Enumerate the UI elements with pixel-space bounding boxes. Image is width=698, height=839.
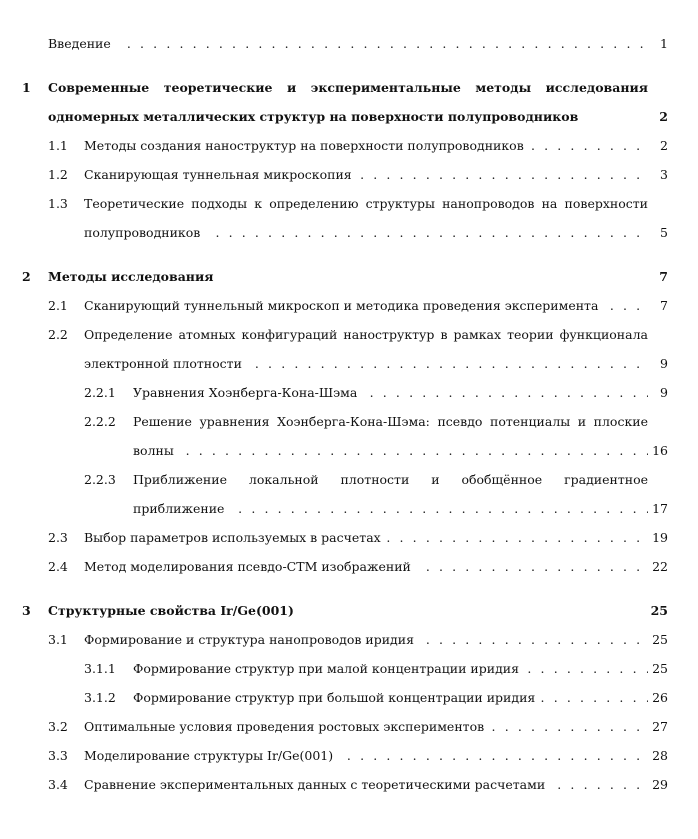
- entry-title: Формирование и структура нанопроводов иридия: [84, 632, 420, 647]
- entry-title-container: [133, 407, 648, 465]
- entry-title: Формирование структур при малой концентрации иридия: [133, 661, 525, 676]
- entry-number: 3.2: [48, 719, 68, 734]
- entry-title-container: [48, 73, 648, 131]
- entry-number: 2.3: [48, 530, 68, 545]
- toc-chapter-entry[interactable]: [22, 262, 698, 291]
- entry-title-container: [84, 712, 648, 741]
- entry-title: Сканирующая туннельная микроскопия: [84, 167, 358, 182]
- entry-title-container: [84, 770, 648, 799]
- entry-page-number: 3: [660, 167, 668, 182]
- entry-page-number: 2: [659, 109, 668, 124]
- entry-title: Решение уравнения Хоэнберга-Кона-Шэма: псевдо потенциалы и плоские волны: [133, 414, 648, 458]
- entry-number: 1.1: [48, 138, 68, 153]
- entry-page-number: 9: [660, 356, 668, 371]
- toc-chapter-entry[interactable]: [22, 596, 698, 625]
- entry-title-container: [84, 131, 648, 160]
- entry-title: Оптимальные условия проведения ростовых экспериментов: [84, 719, 490, 734]
- entry-title-container: [84, 160, 648, 189]
- entry-page-number: 19: [652, 530, 668, 545]
- entry-number: 3: [22, 603, 31, 618]
- entry-title-container: [48, 29, 648, 58]
- toc-entry[interactable]: [48, 291, 698, 320]
- toc-entry[interactable]: [48, 741, 698, 770]
- entry-title: Уравнения Хоэнберга-Кона-Шэма: [133, 385, 363, 400]
- entry-page-number: 9: [660, 385, 668, 400]
- entry-number: 3.4: [48, 777, 68, 792]
- entry-title: Моделирование структуры Ir/Ge(001): [84, 748, 339, 763]
- entry-title-container: [84, 189, 648, 247]
- entry-page-number: 7: [659, 269, 668, 284]
- toc-entry[interactable]: [48, 29, 698, 58]
- entry-page-number: 7: [660, 298, 668, 313]
- entry-page-number: 16: [652, 443, 668, 458]
- entry-title-container: [133, 465, 648, 523]
- entry-number: 1.3: [48, 196, 68, 211]
- toc-entry[interactable]: [48, 320, 698, 378]
- entry-title: Методы создания наноструктур на поверхности полупроводников: [84, 138, 530, 153]
- entry-number: 2.2.2: [84, 414, 116, 429]
- table-of-contents: [0, 29, 698, 799]
- entry-number: 3.1.2: [84, 690, 116, 705]
- entry-title: Структурные свойства Ir/Ge(001): [48, 603, 300, 618]
- toc-entry[interactable]: [48, 625, 698, 654]
- entry-number: 1: [22, 80, 31, 95]
- entry-page-number: 22: [652, 559, 668, 574]
- toc-entry[interactable]: [84, 683, 698, 712]
- entry-title: Определение атомных конфигураций наноструктур в рамках теории функционала электронной плотности: [84, 327, 648, 371]
- entry-title-container: [133, 654, 648, 683]
- entry-title-container: [133, 683, 648, 712]
- entry-number: 2.2: [48, 327, 68, 342]
- toc-entry[interactable]: [48, 552, 698, 581]
- entry-title: Сравнение экспериментальных данных с теоретическими расчетами: [84, 777, 551, 792]
- toc-entry[interactable]: [84, 654, 698, 683]
- entry-title-container: [133, 378, 648, 407]
- entry-number: 2.4: [48, 559, 68, 574]
- entry-title: Современные теоретические и экспериментальные методы исследования одномерных металлических структур на поверхности полупроводников: [48, 80, 648, 124]
- entry-title-container: [84, 291, 648, 320]
- entry-title: Метод моделирования псевдо-СТМ изображений: [84, 559, 417, 574]
- entry-page-number: 1: [660, 36, 668, 51]
- entry-page-number: 2: [660, 138, 668, 153]
- toc-entry[interactable]: [48, 160, 698, 189]
- entry-title: Методы исследования: [48, 269, 219, 284]
- entry-title: Сканирующий туннельный микроскоп и методика проведения эксперимента: [84, 298, 604, 313]
- entry-number: 2.1: [48, 298, 68, 313]
- entry-page-number: 5: [660, 225, 668, 240]
- entry-title-container: [84, 320, 648, 378]
- entry-page-number: 25: [652, 632, 668, 647]
- toc-entry[interactable]: [84, 407, 698, 465]
- toc-entry[interactable]: [84, 465, 698, 523]
- toc-entry[interactable]: [48, 131, 698, 160]
- entry-page-number: 25: [650, 603, 668, 618]
- toc-chapter-entry[interactable]: [22, 73, 698, 131]
- entry-number: 2.2.1: [84, 385, 116, 400]
- entry-number: 2: [22, 269, 31, 284]
- entry-title: Формирование структур при большой концентрации иридия: [133, 690, 541, 705]
- entry-page-number: 17: [652, 501, 668, 516]
- entry-page-number: 26: [652, 690, 668, 705]
- toc-entry[interactable]: [48, 770, 698, 799]
- toc-entry[interactable]: [48, 712, 698, 741]
- toc-entry[interactable]: [48, 189, 698, 247]
- entry-title-container: [84, 741, 648, 770]
- toc-entry[interactable]: [48, 523, 698, 552]
- entry-title: Теоретические подходы к определению структуры нанопроводов на поверхности полупроводников: [84, 196, 648, 240]
- entry-title-container: [84, 523, 648, 552]
- entry-page-number: 29: [652, 777, 668, 792]
- entry-title: Выбор параметров используемых в расчетах: [84, 530, 387, 545]
- entry-title-container: [48, 596, 648, 625]
- entry-page-number: 28: [652, 748, 668, 763]
- entry-number: 3.1.1: [84, 661, 116, 676]
- entry-number: 2.2.3: [84, 472, 116, 487]
- entry-title-container: [84, 552, 648, 581]
- entry-title: Введение: [48, 36, 117, 51]
- entry-number: 3.1: [48, 632, 68, 647]
- entry-title-container: [84, 625, 648, 654]
- toc-entry[interactable]: [84, 378, 698, 407]
- entry-title: Приближение локальной плотности и обобщённое градиентное приближение: [133, 472, 648, 516]
- entry-page-number: 27: [652, 719, 668, 734]
- entry-title-container: [48, 262, 648, 291]
- entry-number: 1.2: [48, 167, 68, 182]
- entry-page-number: 25: [652, 661, 668, 676]
- entry-number: 3.3: [48, 748, 68, 763]
